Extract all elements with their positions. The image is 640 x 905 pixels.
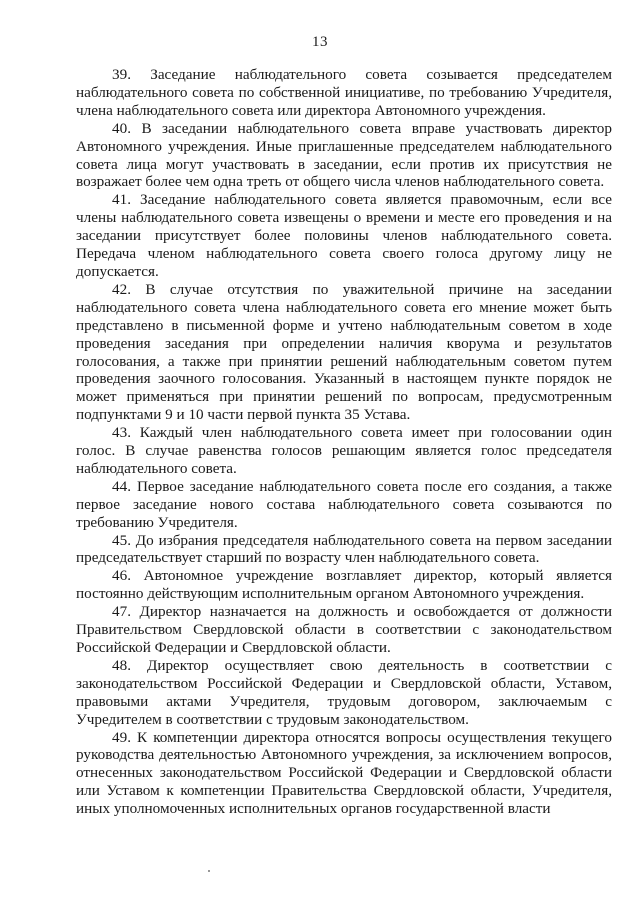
paragraph-49: 49. К компетенции директора относятся вопросы осуществления текущего руководства деятельностью Автономного учреждения, за исключением вопросов, отнесенных законодательством Российской Федерации и Свердловской области или Уставом к компетенции Правительства Свердловской области, Учредителя, иных уполномоченных исполнительных органов государственной власти [76,728,612,818]
scan-artifact-dot [208,870,210,872]
paragraph-48: 48. Директор осуществляет свою деятельность в соответствии с законодательством Российской Федерации и Свердловской области, Уставом, правовыми актами Учредителя, трудовым договором, заключаемым с Учредителем в соответствии с трудовым законодательством. [76,656,612,728]
document-body [76,66,612,818]
paragraph-39: 39. Заседание наблюдательного совета созывается председателем наблюдательного совета по собственной инициативе, по требованию Учредителя, члена наблюдательного совета или директора Автономного учреждения. [76,66,612,119]
paragraph-44: 44. Первое заседание наблюдательного совета после его создания, а также первое заседание нового состава наблюдательного совета созываются по требованию Учредителя. [76,477,612,531]
paragraph-46: 46. Автономное учреждение возглавляет директор, который является постоянно действующим исполнительным органом Автономного учреждения. [76,567,612,603]
paragraph-42: 42. В случае отсутствия по уважительной причине на заседании наблюдательного совета члена наблюдательного совета его мнение может быть представлено в письменной форме и учтено наблюдательным советом в ходе проведения заседания при определении наличия кворума и результатов голосования, а также при принятии решений наблюдательным советом путем проведения заочного голосования. Указанный в настоящем пункте порядок не может применяться при принятии решений по вопросам, предусмотренным подпунктами 9 и 10 части первой пункта 35 Устава. [76,280,612,424]
paragraph-40: 40. В заседании наблюдательного совета вправе участвовать директор Автономного учреждения. Иные приглашенные председателем наблюдательного совета лица могут участвовать в заседании, если против их присутствия не возражает более чем одна треть от общего числа членов наблюдательного совета. [76,119,612,191]
paragraph-45: 45. До избрания председателя наблюдательного совета на первом заседании председательствует старший по возрасту член наблюдательного совета. [76,531,612,567]
paragraph-43: 43. Каждый член наблюдательного совета имеет при голосовании один голос. В случае равенства голосов решающим является голос председателя наблюдательного совета. [76,424,612,477]
paragraph-41: 41. Заседание наблюдательного совета является правомочным, если все члены наблюдательного совета извещены о времени и месте его проведения и на заседании присутствует более половины членов наблюдательного совета. Передача членом наблюдательного совета своего голоса другому лицу не допускается. [76,191,612,280]
paragraph-47: 47. Директор назначается на должность и освобождается от должности Правительством Свердловской области в соответствии с законодательством Российской Федерации и Свердловской области. [76,603,612,656]
page-number: 13 [312,34,328,50]
